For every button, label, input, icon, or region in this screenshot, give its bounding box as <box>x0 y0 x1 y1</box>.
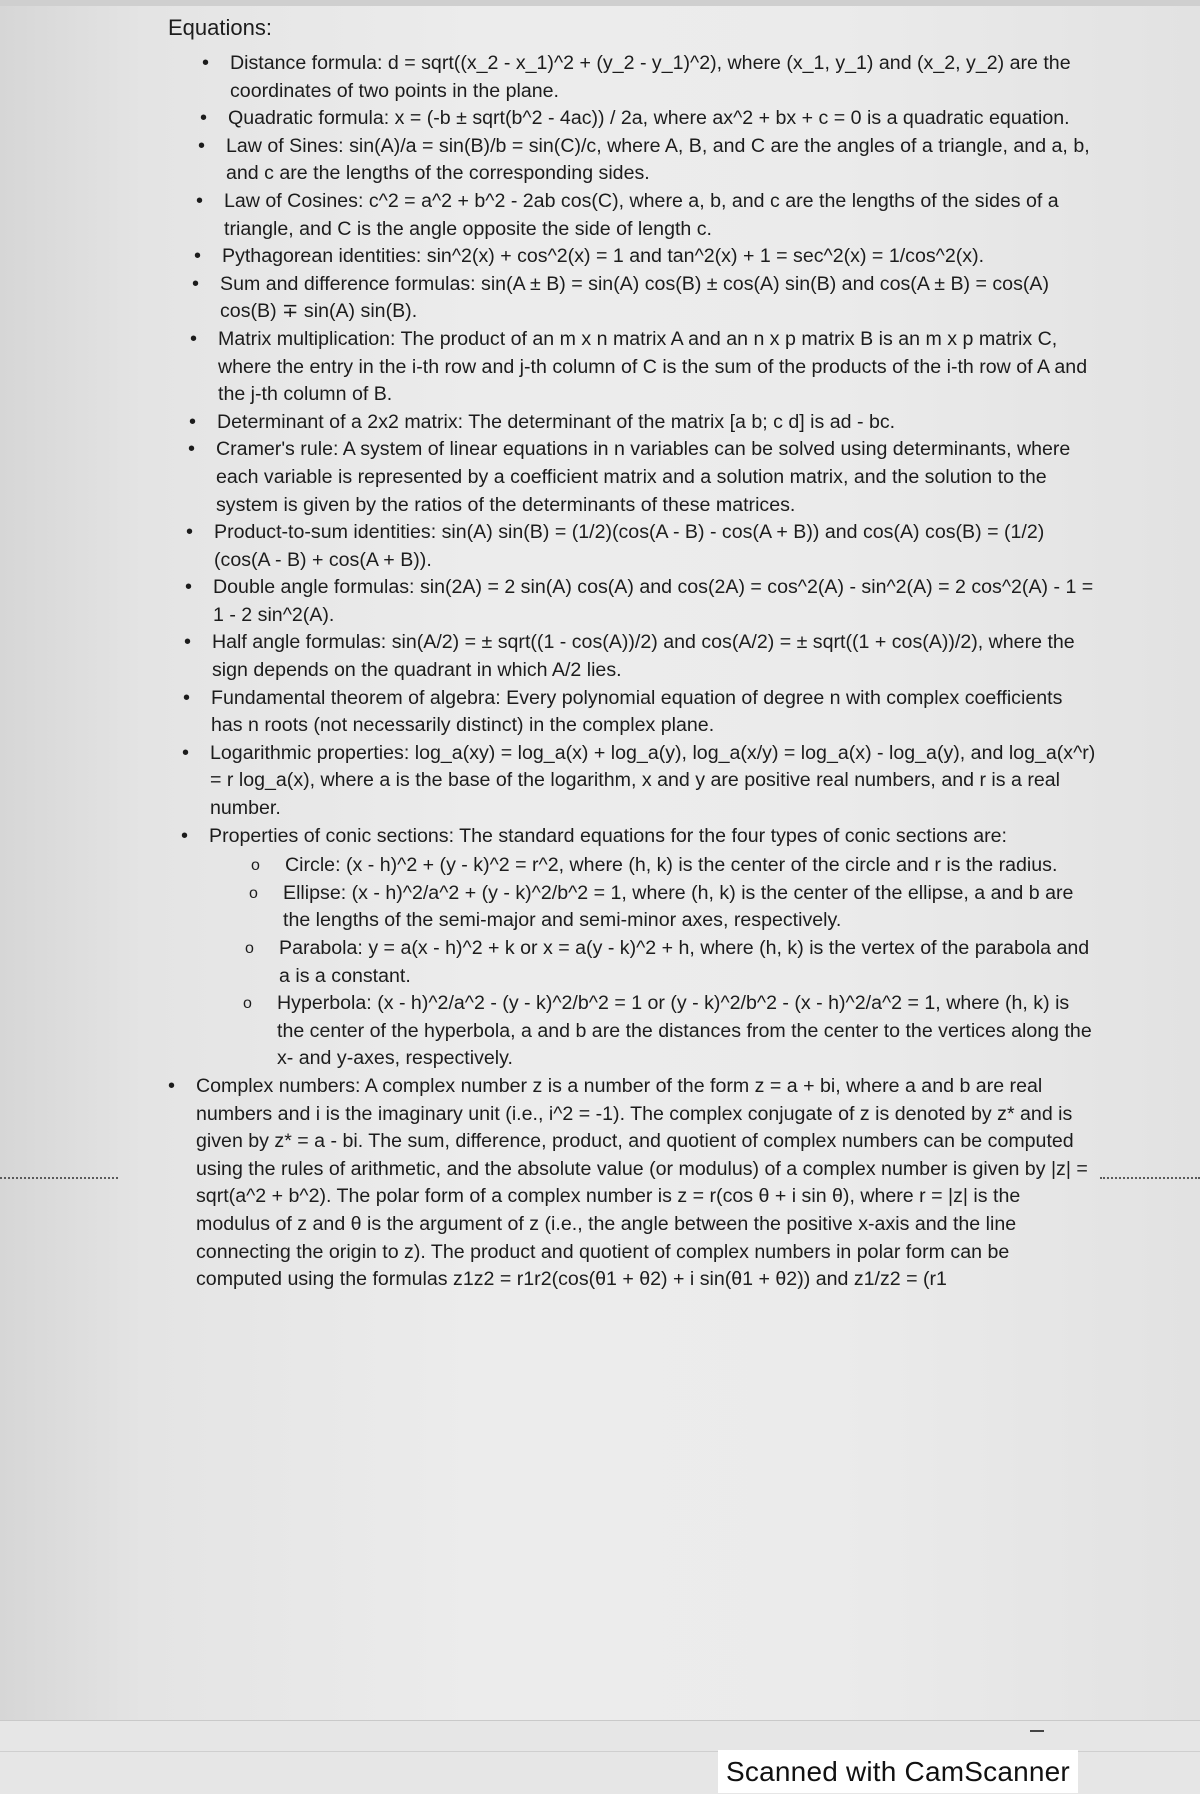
sublist-item <box>251 852 1098 880</box>
list-item-text: Determinant of a 2x2 matrix: The determinant of the matrix [a b; c d] is ad - bc. <box>217 410 896 433</box>
list-item <box>183 685 1098 740</box>
equations-document <box>168 14 1098 1294</box>
bullet-icon: • <box>181 824 189 847</box>
document-heading: Equations: <box>168 15 272 40</box>
sublist-item <box>245 935 1098 990</box>
bullet-icon: • <box>200 107 208 130</box>
list-item-text: Quadratic formula: x = (-b ± sqrt(b^2 - 4ac)) / 2a, where ax^2 + bx + c = 0 is a quadratic equation. <box>228 107 1070 130</box>
bullet-icon: • <box>182 741 190 764</box>
bullet-icon: • <box>185 576 193 599</box>
circle-bullet-icon: o <box>251 857 260 875</box>
list-item <box>190 326 1098 409</box>
equation-list <box>168 50 1098 1294</box>
sublist-item <box>243 990 1098 1073</box>
page-top-edge <box>0 0 1200 6</box>
list-item <box>186 519 1098 574</box>
list-item-text: Complex numbers: A complex number z is a number of the form z = a + bi, where a and b are real numbers and i is the imaginary unit (i.e., i^2 = -1). The complex conjugate of z is denoted by z* and is given by z* = a - bi. The sum, difference, product, and quotient of complex numbers can be computed using the rules of arithmetic, and the absolute value (or modulus) of a complex number is given by |z| = sqrt(a^2 + b^2). The polar form of a complex number is z = r(cos θ + i sin θ), where r = |z| is the modulus of z and θ is the argument of z (i.e., the angle between the positive x-axis and the line connecting the origin to z). The product and quotient of complex numbers in polar form can be computed using the formulas z1z2 = r1r2(cos(θ1 + θ2) + i sin(θ1 + θ2)) and z1/z2 = (r1 <box>196 1074 1088 1291</box>
dash-mark <box>1030 1730 1044 1732</box>
left-dotted-margin-line <box>0 1177 118 1179</box>
list-item <box>198 133 1098 188</box>
bullet-icon: • <box>189 410 197 433</box>
bullet-icon: • <box>190 327 198 350</box>
right-dotted-margin-line <box>1100 1177 1200 1179</box>
camscanner-watermark: Scanned with CamScanner <box>718 1750 1078 1793</box>
bullet-icon: • <box>168 1074 176 1097</box>
bullet-icon: • <box>194 245 202 268</box>
list-item <box>188 436 1098 519</box>
sublist-item-text: Parabola: y = a(x - h)^2 + k or x = a(y - k)^2 + h, where (h, k) is the vertex of the parabola and a is a constant. <box>279 937 1090 987</box>
bullet-icon: • <box>183 686 191 709</box>
list-item-text: Logarithmic properties: log_a(xy) = log_a(x) + log_a(y), log_a(x/y) = log_a(x) - log_a(y), and log_a(x^r) = r log_a(x), where a is the base of the logarithm, x and y are positive real numbers, and r is a real number. <box>210 741 1096 820</box>
list-item-text: Matrix multiplication: The product of an m x n matrix A and an n x p matrix B is an m x p matrix C, where the entry in the i-th row and j-th column of C is the sum of the products of the i-th row of A and the j-th column of B. <box>218 327 1088 406</box>
list-item-text: Pythagorean identities: sin^2(x) + cos^2(x) = 1 and tan^2(x) + 1 = sec^2(x) = 1/cos^2(x). <box>222 245 985 268</box>
conic-sections-sublist <box>209 852 1098 1073</box>
bullet-icon: • <box>186 521 194 544</box>
bullet-icon: • <box>202 52 210 74</box>
list-item <box>184 629 1098 684</box>
list-item-text: Distance formula: d = sqrt((x_2 - x_1)^2 + (y_2 - y_1)^2), where (x_1, y_1) and (x_2, y_2) are the coordinates of two points in the plane. <box>230 52 1071 102</box>
list-item <box>196 188 1098 243</box>
list-item <box>168 1073 1098 1294</box>
bullet-icon: • <box>188 438 196 461</box>
circle-bullet-icon: o <box>243 995 252 1013</box>
list-item-text: Double angle formulas: sin(2A) = 2 sin(A) cos(A) and cos(2A) = cos^2(A) - sin^2(A) = 2 cos^2(A) - 1 = 1 - 2 sin^2(A). <box>213 576 1094 626</box>
bullet-icon: • <box>196 189 204 212</box>
circle-bullet-icon: o <box>249 884 258 902</box>
bullet-icon: • <box>192 272 200 295</box>
list-item <box>194 243 1098 271</box>
sublist-item-text: Hyperbola: (x - h)^2/a^2 - (y - k)^2/b^2 = 1 or (y - k)^2/b^2 - (x - h)^2/a^2 = 1, where (h, k) is the center of the hyperbola, a and b are the distances from the center to the vertices along the x- and y-axes, respectively. <box>277 992 1092 1070</box>
list-item-text: Law of Sines: sin(A)/a = sin(B)/b = sin(C)/c, where A, B, and C are the angles of a triangle, and a, b, and c are the lengths of the corresponding sides. <box>226 134 1090 185</box>
sublist-item <box>249 880 1098 935</box>
list-item <box>192 271 1098 326</box>
list-item <box>185 574 1098 629</box>
list-item-text: Properties of conic sections: The standard equations for the four types of conic sections are: <box>209 824 1007 847</box>
circle-bullet-icon: o <box>245 940 254 957</box>
list-item <box>189 409 1098 437</box>
list-item-text: Half angle formulas: sin(A/2) = ± sqrt((1 - cos(A))/2) and cos(A/2) = ± sqrt((1 + cos(A))/2), where the sign depends on the quadrant in which A/2 lies. <box>212 631 1075 682</box>
list-item-text: Sum and difference formulas: sin(A ± B) = sin(A) cos(B) ± cos(A) sin(B) and cos(A ± B) = cos(A) cos(B) ∓ sin(A) sin(B). <box>220 272 1049 323</box>
list-item-text: Law of Cosines: c^2 = a^2 + b^2 - 2ab cos(C), where a, b, and c are the lengths of the sides of a triangle, and C is the angle opposite the side of length c. <box>224 189 1059 240</box>
list-item-text: Product-to-sum identities: sin(A) sin(B) = (1/2)(cos(A - B) - cos(A + B)) and cos(A) cos(B) = (1/2)(cos(A - B) + cos(A + B)). <box>214 521 1045 571</box>
list-item <box>202 50 1098 105</box>
list-item <box>200 105 1098 133</box>
sublist-item-text: Circle: (x - h)^2 + (y - k)^2 = r^2, where (h, k) is the center of the circle and r is the radius. <box>285 854 1058 877</box>
list-item <box>182 740 1098 823</box>
list-item-text: Cramer's rule: A system of linear equations in n variables can be solved using determinants, where each variable is represented by a coefficient matrix and a solution matrix, and the solution to the system is given by the ratios of the determinants of these matrices. <box>216 438 1071 516</box>
sublist-item-text: Ellipse: (x - h)^2/a^2 + (y - k)^2/b^2 = 1, where (h, k) is the center of the ellipse, a and b are the lengths of the semi-major and semi-minor axes, respectively. <box>283 881 1074 932</box>
bullet-icon: • <box>184 631 192 654</box>
list-item <box>181 823 1098 1073</box>
list-item-text: Fundamental theorem of algebra: Every polynomial equation of degree n with complex coefficients has n roots (not necessarily distinct) in the complex plane. <box>211 686 1063 737</box>
bullet-icon: • <box>198 134 206 157</box>
